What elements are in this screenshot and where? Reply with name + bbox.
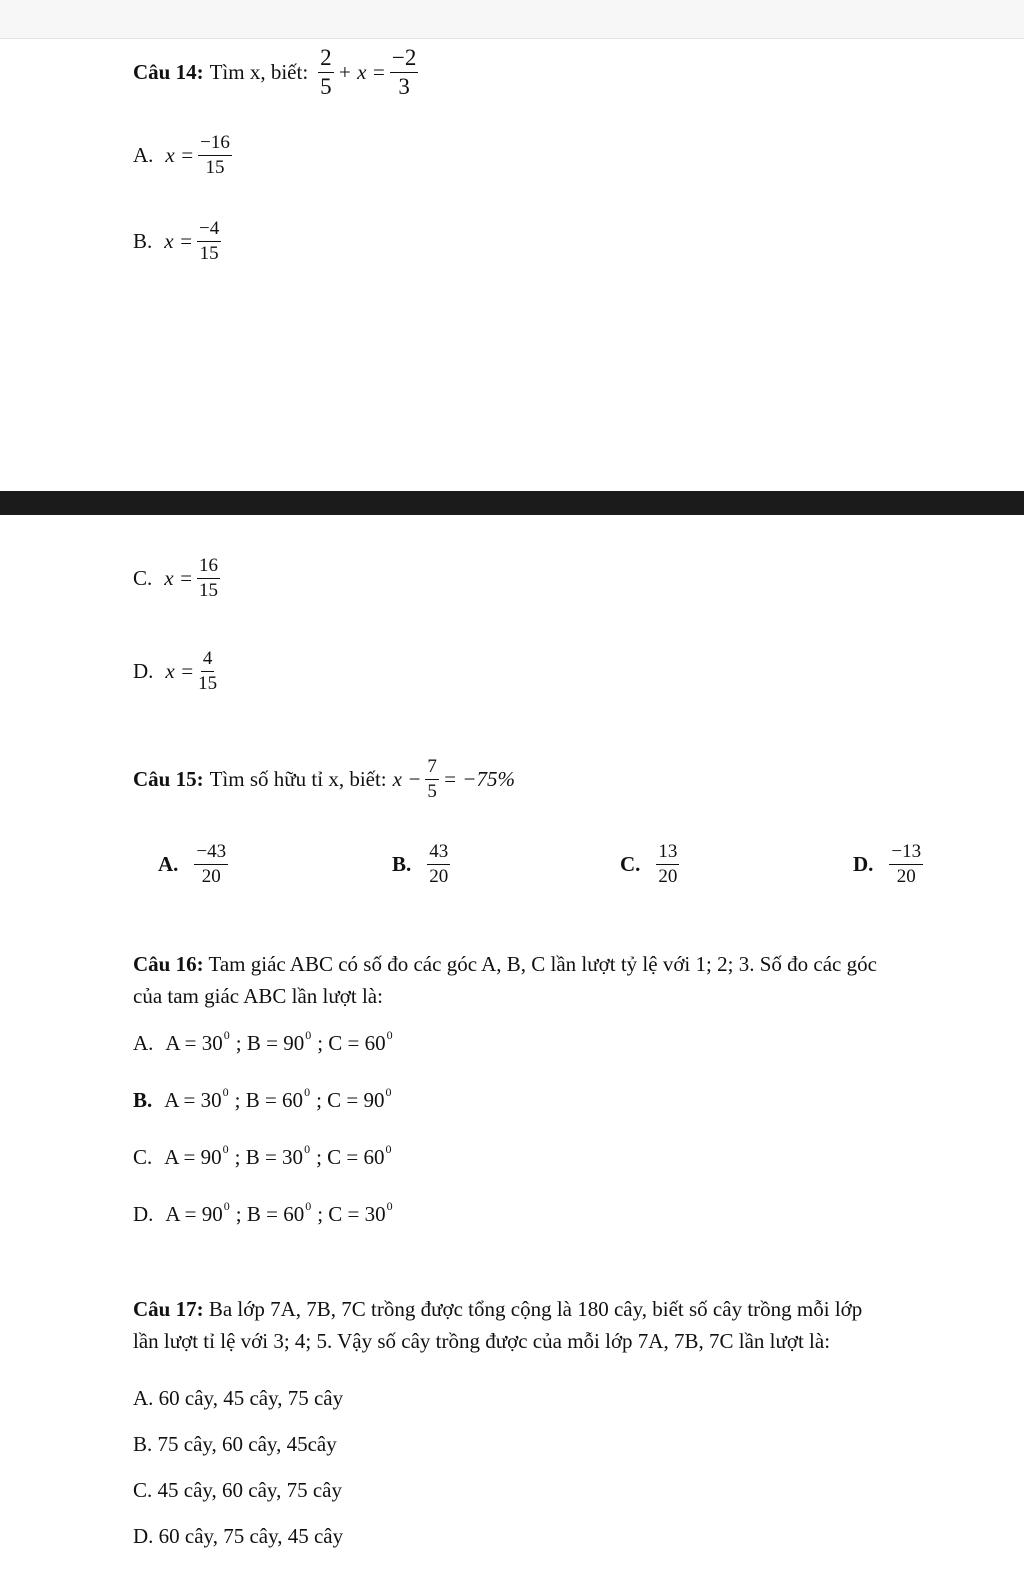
q14-heading — [133, 46, 422, 99]
q14-eq-mid: + x = — [337, 60, 386, 85]
q15-label: Câu 15: — [133, 766, 204, 791]
q15-option-c[interactable]: C. $\frac{13}{20}$ — [620, 841, 678, 887]
q17-label: Câu 17: — [133, 1297, 204, 1321]
q17-option-d[interactable]: D. 60 cây, 75 cây, 45 cây — [133, 1524, 344, 1548]
q16-option-a[interactable]: A. A = 30 0 ; B = 90 0 ; C = 60 0 — [133, 1028, 393, 1055]
q14-option-c[interactable]: C. x = $\frac{16}{15}$ — [133, 555, 219, 601]
q17-question — [133, 1293, 993, 1357]
q14-option-b[interactable]: B. x = $\frac{-4}{15}$ — [133, 218, 220, 264]
q17-option-b[interactable]: B. 75 cây, 60 cây, 45cây — [133, 1432, 337, 1456]
page-divider — [0, 491, 1024, 515]
q17-option-c[interactable]: C. 45 cây, 60 cây, 75 cây — [133, 1478, 342, 1502]
q16-option-d[interactable]: D. A = 90 0 ; B = 60 0 ; C = 30 0 — [133, 1199, 393, 1226]
q17-text-line-2: lần lượt tỉ lệ với 3; 4; 5. Vậy số cây trồng được của mỗi lớp 7A, 7B, 7C lần lượt là: — [133, 1329, 831, 1353]
top-band — [0, 0, 1024, 39]
q15-eq-fraction: $\frac{7}{5}$ — [427, 756, 437, 802]
q15-option-b[interactable]: B. $\frac{43}{20}$ — [392, 841, 449, 887]
q15-prompt: Tìm số hữu tỉ x, biết: — [209, 766, 387, 791]
q17-text-line-1: Ba lớp 7A, 7B, 7C trồng được tổng cộng là 180 cây, biết số cây trồng mỗi lớp — [208, 1297, 863, 1321]
q15-eq-rhs: = −75% — [442, 766, 515, 791]
q15-eq-lhs: x − — [392, 766, 422, 791]
q16-option-c[interactable]: C. A = 90 0 ; B = 30 0 ; C = 60 0 — [133, 1142, 392, 1169]
q14-label: Câu 14: — [133, 60, 204, 85]
q17-option-a[interactable]: A. 60 cây, 45 cây, 75 cây — [133, 1386, 344, 1410]
q15-option-d[interactable]: D. $\frac{-13}{20}$ — [853, 841, 922, 887]
q15-heading — [133, 757, 515, 802]
q16-question — [133, 948, 993, 1012]
q16-option-b[interactable]: B. A = 30 0 ; B = 60 0 ; C = 90 0 — [133, 1085, 392, 1112]
q16-text-line-2: của tam giác ABC lần lượt là: — [133, 984, 383, 1008]
q14-eq-fraction-2: $\frac{-2}{3}$ — [391, 45, 417, 100]
q14-option-a[interactable]: A. x = $\frac{-16}{15}$ — [133, 132, 230, 178]
q14-eq-fraction-1: $\frac{2}{5}$ — [320, 45, 332, 100]
q14-prompt: Tìm x, biết: — [209, 60, 309, 85]
q14-option-d[interactable]: D. x = $\frac{4}{15}$ — [133, 648, 218, 694]
q16-text-line-1: Tam giác ABC có số đo các góc A, B, C lần lượt tỷ lệ với 1; 2; 3. Số đo các góc — [208, 952, 877, 976]
q16-label: Câu 16: — [133, 952, 204, 976]
q15-option-a[interactable]: A. $\frac{-43}{20}$ — [158, 841, 227, 887]
